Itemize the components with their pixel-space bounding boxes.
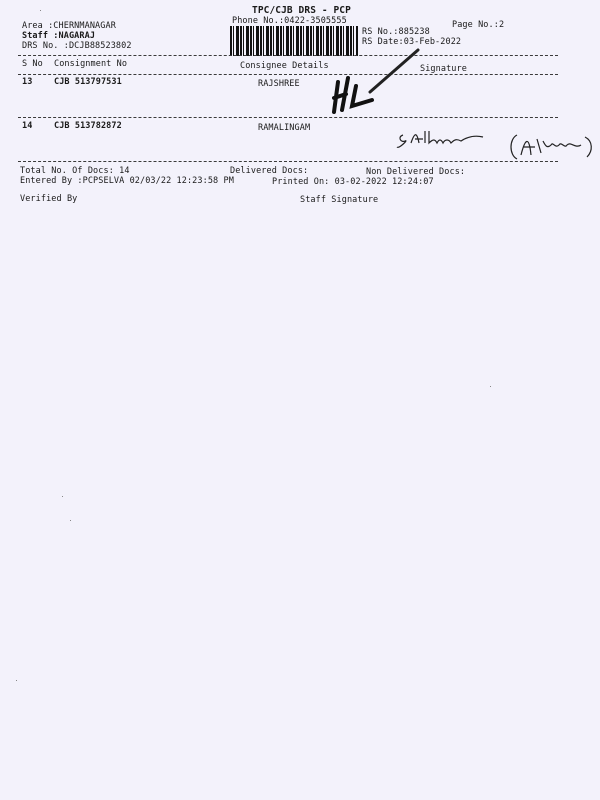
divider [18, 74, 558, 75]
divider [18, 55, 558, 56]
staff-name: Staff :NAGARAJ [22, 31, 96, 41]
delivered-docs: Delivered Docs: [230, 166, 309, 176]
divider [18, 117, 558, 118]
staff-signature-label: Staff Signature [300, 195, 379, 205]
document-title: TPC/CJB DRS - PCP [252, 5, 351, 16]
total-docs: Total No. Of Docs: 14 [20, 166, 130, 176]
scan-speck [62, 496, 63, 497]
verified-by-label: Verified By [20, 194, 78, 204]
row-14-s-no: 14 [22, 121, 33, 131]
row-14-consignee: RAMALINGAM [258, 123, 311, 133]
column-header-consignee: Consignee Details [240, 61, 329, 71]
non-delivered-docs: Non Delivered Docs: [366, 167, 466, 177]
scan-speck [490, 386, 491, 387]
divider [18, 161, 558, 162]
page-number: Page No.:2 [452, 20, 505, 30]
column-header-signature: Signature [420, 64, 467, 74]
row-13-consignment: CJB 513797531 [54, 77, 122, 87]
column-header-consignment: Consignment No [54, 59, 128, 69]
rs-number: RS No.:885238 [362, 27, 430, 37]
handwritten-signature-row-14 [395, 125, 600, 165]
column-header-s-no: S No [22, 59, 43, 69]
handwritten-signature-row-13 [330, 40, 430, 120]
drs-number: DRS No. :DCJB88523802 [22, 41, 132, 51]
scan-speck [70, 520, 71, 521]
area: Area :CHERNMANAGAR [22, 21, 116, 31]
phone-number: Phone No.:0422-3505555 [232, 16, 347, 26]
scan-speck [40, 10, 41, 11]
row-13-consignee: RAJSHREE [258, 79, 300, 89]
scan-speck [16, 680, 17, 681]
entered-by: Entered By :PCPSELVA 02/03/22 12:23:58 PM [20, 176, 234, 186]
rs-date: RS Date:03-Feb-2022 [362, 37, 462, 47]
row-13-s-no: 13 [22, 77, 33, 87]
row-14-consignment: CJB 513782872 [54, 121, 122, 131]
printed-on: Printed On: 03-02-2022 12:24:07 [272, 177, 434, 187]
